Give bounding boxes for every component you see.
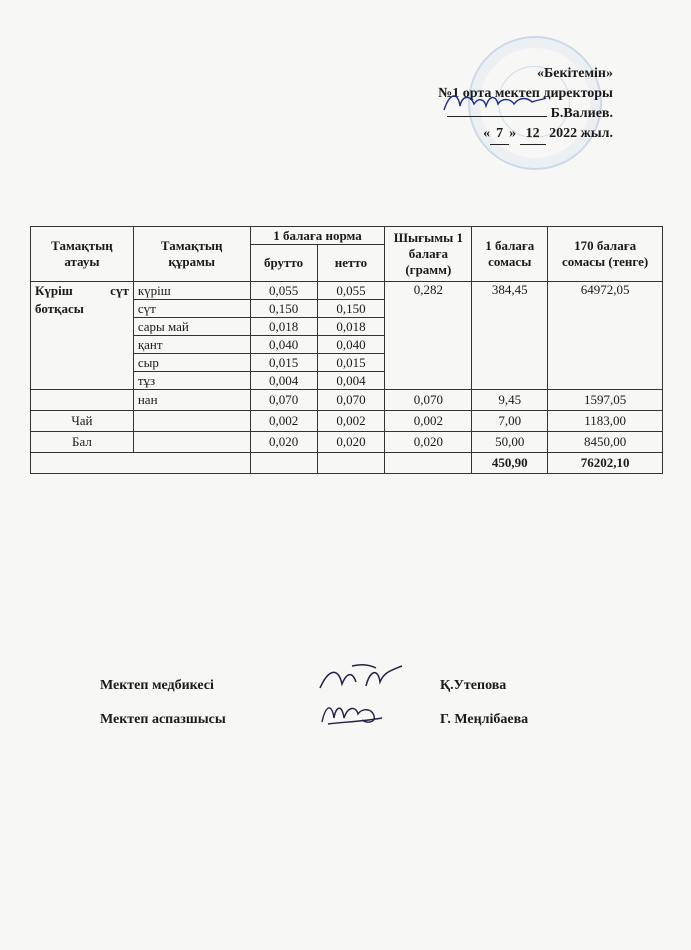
table-row bbox=[31, 411, 663, 432]
nurse-name: Қ.Утепова bbox=[440, 678, 507, 693]
ingredient-netto: 0,040 bbox=[317, 336, 385, 354]
menu-table bbox=[30, 226, 663, 474]
cook-role: Мектеп аспазшысы bbox=[100, 712, 226, 727]
date-close-quote: » bbox=[509, 126, 517, 141]
honey-consumption: 0,020 bbox=[385, 432, 472, 453]
header-composition: Тамақтың құрамы bbox=[133, 227, 250, 282]
honey-netto: 0,020 bbox=[317, 432, 385, 453]
empty-cell bbox=[133, 432, 250, 453]
bread-price-one: 9,45 bbox=[472, 390, 548, 411]
cook-name: Г. Меңлібаева bbox=[440, 712, 529, 727]
ingredient-name: сары май bbox=[133, 318, 250, 336]
porridge-consumption: 0,282 bbox=[385, 282, 472, 390]
header-brutto: брутто bbox=[250, 245, 317, 282]
header-price-one: 1 балаға сомасы bbox=[472, 227, 548, 282]
table-header-row bbox=[31, 227, 663, 245]
total-price-one: 450,90 bbox=[472, 453, 548, 474]
ingredient-brutto: 0,040 bbox=[250, 336, 317, 354]
ingredient-name: сүт bbox=[133, 300, 250, 318]
date-day: 7 bbox=[490, 124, 509, 145]
director-signature-line bbox=[447, 116, 547, 117]
tea-price-total: 1183,00 bbox=[548, 411, 663, 432]
header-dish: Тамақтың атауы bbox=[31, 227, 134, 282]
ingredient-netto: 0,018 bbox=[317, 318, 385, 336]
approval-position: №1 орта мектеп директоры bbox=[438, 86, 613, 101]
ingredient-netto: 0,055 bbox=[317, 282, 385, 300]
ingredient-name: тұз bbox=[133, 372, 250, 390]
dish-tea: Чай bbox=[31, 411, 134, 432]
empty-cell bbox=[133, 411, 250, 432]
header-price-total: 170 балаға сомасы (тенге) bbox=[548, 227, 663, 282]
nurse-role: Мектеп медбикесі bbox=[100, 678, 214, 693]
table-row bbox=[31, 282, 663, 300]
bread-name: нан bbox=[133, 390, 250, 411]
honey-brutto: 0,020 bbox=[250, 432, 317, 453]
tea-price-one: 7,00 bbox=[472, 411, 548, 432]
ingredient-brutto: 0,015 bbox=[250, 354, 317, 372]
ingredient-brutto: 0,004 bbox=[250, 372, 317, 390]
director-name: Б.Валиев. bbox=[550, 106, 613, 121]
date-year: 2022 жыл. bbox=[549, 126, 613, 141]
porridge-price-one: 384,45 bbox=[472, 282, 548, 390]
cook-signature bbox=[318, 698, 388, 728]
ingredient-brutto: 0,055 bbox=[250, 282, 317, 300]
ingredient-name: күріш bbox=[133, 282, 250, 300]
empty-cell bbox=[317, 453, 385, 474]
honey-price-total: 8450,00 bbox=[548, 432, 663, 453]
nurse-signature bbox=[316, 660, 406, 694]
empty-cell bbox=[385, 453, 472, 474]
ingredient-netto: 0,015 bbox=[317, 354, 385, 372]
tea-netto: 0,002 bbox=[317, 411, 385, 432]
ingredient-name: қант bbox=[133, 336, 250, 354]
honey-price-one: 50,00 bbox=[472, 432, 548, 453]
total-price-total: 76202,10 bbox=[548, 453, 663, 474]
bread-price-total: 1597,05 bbox=[548, 390, 663, 411]
empty-cell bbox=[31, 390, 134, 411]
totals-row bbox=[31, 453, 663, 474]
approval-date bbox=[313, 124, 613, 145]
bread-netto: 0,070 bbox=[317, 390, 385, 411]
header-norm: 1 балаға норма bbox=[250, 227, 385, 245]
date-month: 12 bbox=[520, 124, 546, 145]
dish-honey: Бал bbox=[31, 432, 134, 453]
ingredient-brutto: 0,018 bbox=[250, 318, 317, 336]
date-open-quote: « bbox=[483, 126, 491, 141]
ingredient-brutto: 0,150 bbox=[250, 300, 317, 318]
ingredient-netto: 0,150 bbox=[317, 300, 385, 318]
director-signature bbox=[440, 88, 550, 116]
table-row bbox=[31, 390, 663, 411]
porridge-price-total: 64972,05 bbox=[548, 282, 663, 390]
ingredient-netto: 0,004 bbox=[317, 372, 385, 390]
tea-brutto: 0,002 bbox=[250, 411, 317, 432]
approval-title: «Бекітемін» bbox=[536, 66, 613, 81]
ingredient-name: сыр bbox=[133, 354, 250, 372]
header-consumption: Шығымы 1 балаға (грамм) bbox=[385, 227, 472, 282]
dish-porridge: Күріш сүт ботқасы bbox=[31, 282, 134, 390]
header-netto: нетто bbox=[317, 245, 385, 282]
bread-consumption: 0,070 bbox=[385, 390, 472, 411]
table-row bbox=[31, 432, 663, 453]
empty-cell bbox=[31, 453, 251, 474]
tea-consumption: 0,002 bbox=[385, 411, 472, 432]
empty-cell bbox=[250, 453, 317, 474]
bread-brutto: 0,070 bbox=[250, 390, 317, 411]
